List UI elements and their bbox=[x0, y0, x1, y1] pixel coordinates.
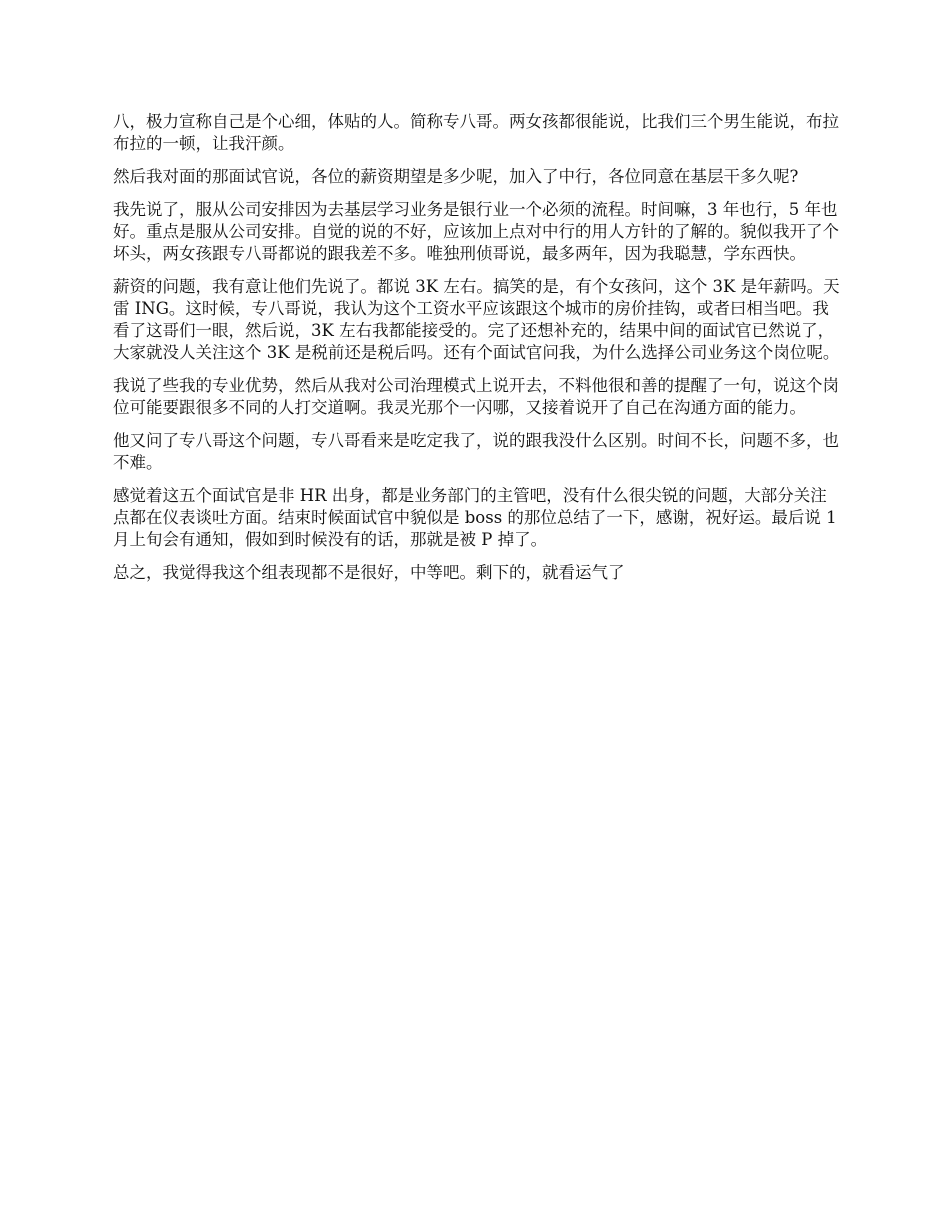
paragraph-4: 薪资的问题，我有意让他们先说了。都说 3K 左右。搞笑的是，有个女孩问，这个 3K 是年薪吗。天雷 ING。这时候，专八哥说，我认为这个工资水平应该跟这个城市的房价挂钩，或者曰相当吧。我看了这哥们一眼，然后说，3K 左右我都能接受的。完了还想补充的，结果中间的面试官已然说了，大家就没人关注这个 3K 是税前还是税后吗。还有个面试官问我，为什么选择公司业务这个岗位呢。 bbox=[113, 277, 840, 362]
paragraph-3: 我先说了，服从公司安排因为去基层学习业务是银行业一个必须的流程。时间嘛，3 年也行，5 年也好。重点是服从公司安排。自觉的说的不好，应该加上点对中行的用人方针的了解的。貌似我开了个坏头，两女孩跟专八哥都说的跟我差不多。唯独刑侦哥说，最多两年，因为我聪慧，学东西快。 bbox=[113, 200, 839, 263]
document-body bbox=[113, 111, 841, 595]
paragraph-5: 我说了些我的专业优势，然后从我对公司治理模式上说开去，不料他很和善的提醒了一句，说这个岗位可能要跟很多不同的人打交道啊。我灵光那个一闪哪，又接着说开了自己在沟通方面的能力。 bbox=[113, 376, 839, 417]
paragraph-1: 八，极力宣称自己是个心细，体贴的人。简称专八哥。两女孩都很能说，比我们三个男生能说，布拉布拉的一顿，让我汗颜。 bbox=[113, 112, 839, 153]
paragraph-7: 感觉着这五个面试官是非 HR 出身，都是业务部门的主管吧，没有什么很尖锐的问题，大部分关注点都在仪表谈吐方面。结束时候面试官中貌似是 boss 的那位总结了一下，感谢，祝好运。最后说 1 月上旬会有通知，假如到时候没有的话，那就是被 P 掉了。 bbox=[113, 486, 837, 549]
paragraph-6: 他又问了专八哥这个问题，专八哥看来是吃定我了，说的跟我没什么区别。时间不长，问题不多，也不难。 bbox=[113, 431, 839, 472]
paragraph-2: 然后我对面的那面试官说，各位的薪资期望是多少呢，加入了中行，各位同意在基层干多久呢? bbox=[113, 167, 799, 186]
paragraph-8: 总之，我觉得我这个组表现都不是很好，中等吧。剩下的，就看运气了 bbox=[113, 563, 625, 582]
